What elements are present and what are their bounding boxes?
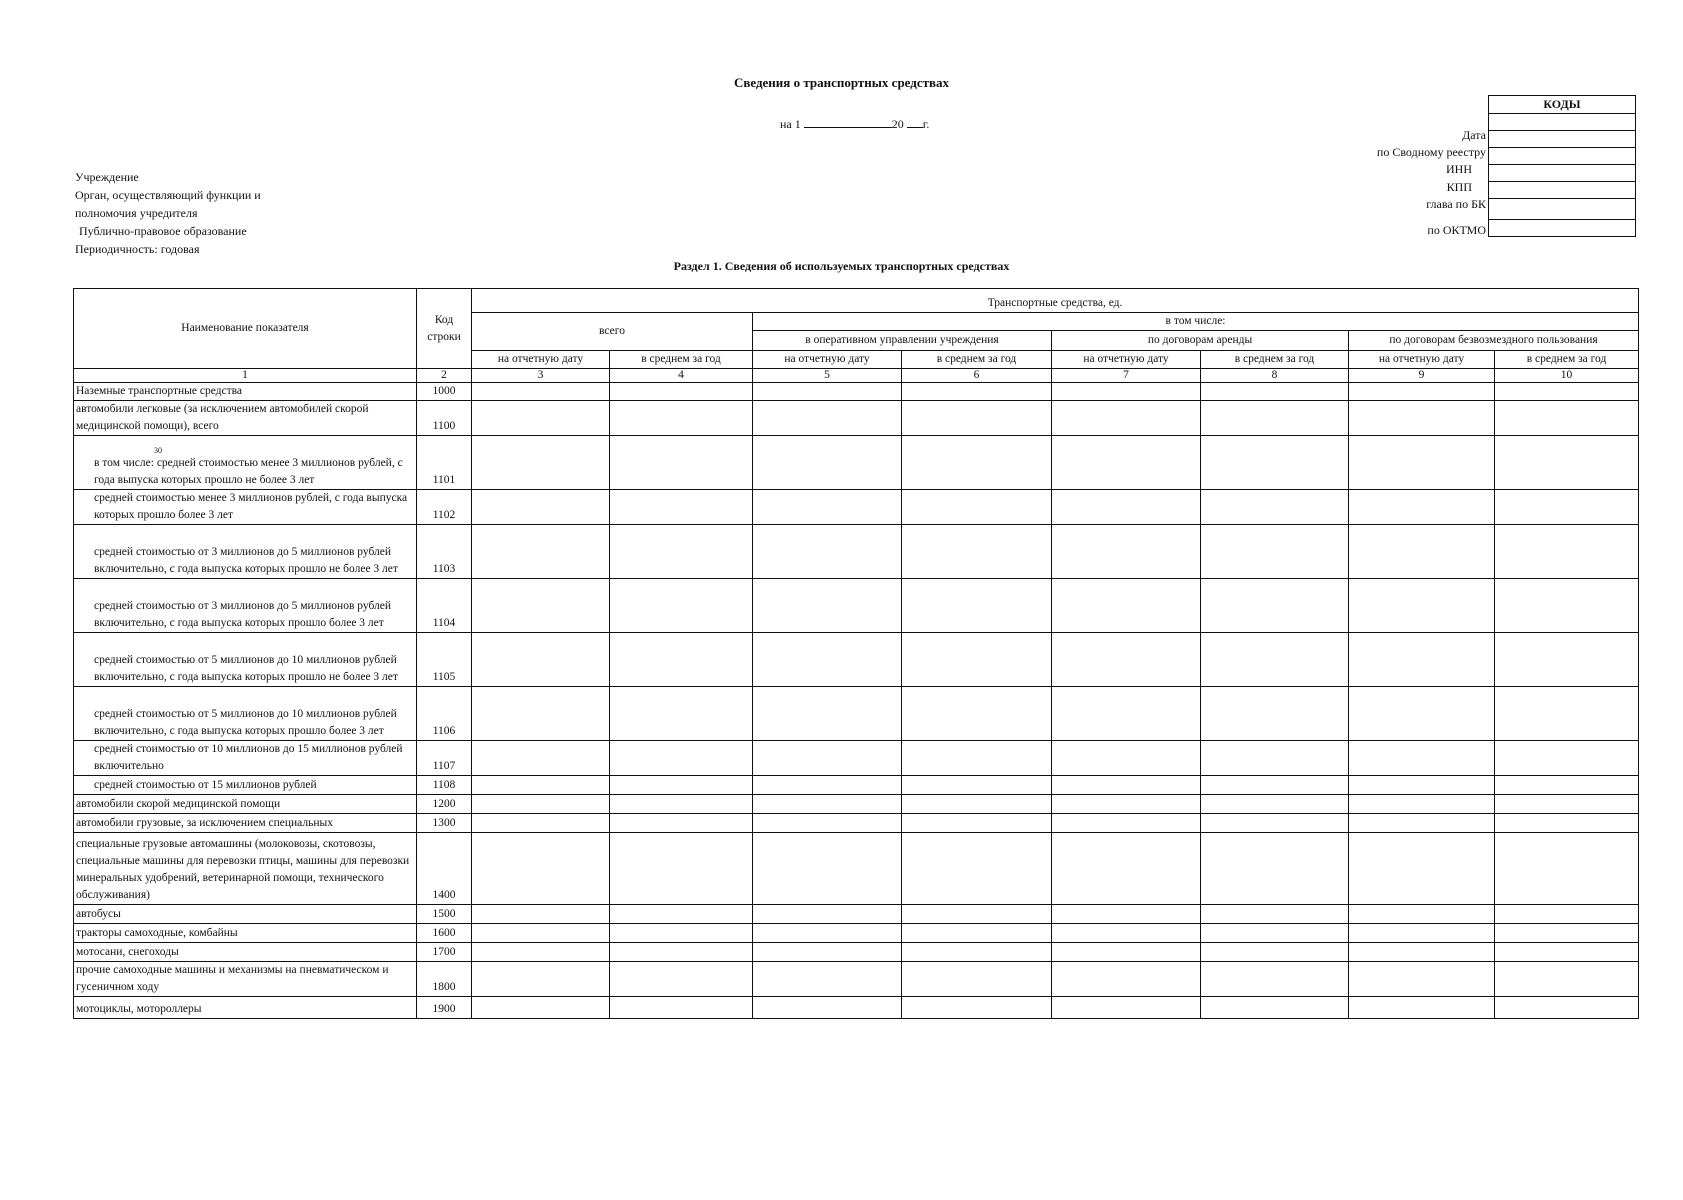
header-code: Код строки [417,289,472,369]
col-number: 8 [1201,369,1349,383]
header-avg-year: в среднем за год [902,351,1052,369]
label-kpp: КПП [1446,179,1472,194]
row-name [74,579,417,633]
value-cell[interactable] [902,525,1052,579]
value-cell[interactable] [902,943,1052,962]
value-cell[interactable] [753,833,902,905]
value-cell[interactable] [753,905,902,924]
row-name-text: Наземные транспортные средства [76,385,243,397]
code-labels [1300,127,1486,239]
date-year-blank[interactable] [907,115,923,128]
row-name-text: специальные грузовые автомашины (молоковозы, скотовозы, специальные машины для перевозки птицы, машины для перевозки минеральных удобрений, ветеринарной помощи, технического обслуживания) [76,838,410,901]
value-cell[interactable] [902,579,1052,633]
header-operational: в оперативном управлении учреждения [753,331,1052,351]
value-cell[interactable] [902,383,1052,401]
value-cell[interactable] [1349,905,1495,924]
row-name [74,997,417,1019]
col-number: 6 [902,369,1052,383]
label-bk: глава по БК [1426,196,1486,211]
value-cell[interactable] [753,436,902,490]
value-cell[interactable] [1201,962,1349,997]
value-cell[interactable] [610,490,753,525]
value-cell[interactable] [1495,795,1639,814]
value-cell[interactable] [1052,924,1201,943]
value-cell[interactable] [753,741,902,776]
code-kpp-cell[interactable] [1489,182,1636,199]
value-cell[interactable] [610,525,753,579]
value-cell[interactable] [1495,687,1639,741]
value-cell[interactable] [1349,687,1495,741]
header-avg-year: в среднем за год [1201,351,1349,369]
header-name: Наименование показателя [74,289,417,369]
row-name-text: автобусы [76,908,121,920]
value-cell[interactable] [1495,776,1639,795]
table-body [74,383,1639,1019]
table-row [74,741,1639,776]
row-code: 1106 [417,687,472,741]
value-cell[interactable] [753,687,902,741]
value-cell[interactable] [610,383,753,401]
value-cell[interactable] [1349,962,1495,997]
value-cell[interactable] [610,795,753,814]
value-cell[interactable] [1201,383,1349,401]
value-cell[interactable] [610,579,753,633]
row-name-text: автомобили грузовые, за исключением специальных [76,817,333,829]
value-cell[interactable] [1349,579,1495,633]
header-at-date: на отчетную дату [472,351,610,369]
row-code: 1700 [417,943,472,962]
table-row [74,962,1639,997]
row-name [74,490,417,525]
value-cell[interactable] [610,814,753,833]
value-cell[interactable] [610,776,753,795]
col-number: 4 [610,369,753,383]
row-name-text: в том числе: средней стоимостью менее 3 миллионов рублей, с года выпуска которых прошло не более 3 лет [94,457,403,486]
value-cell[interactable] [1201,776,1349,795]
value-cell[interactable] [1052,401,1201,436]
value-cell[interactable] [1201,795,1349,814]
header-at-date: на отчетную дату [1052,351,1201,369]
value-cell[interactable] [753,490,902,525]
value-cell[interactable] [1052,962,1201,997]
value-cell[interactable] [1495,401,1639,436]
value-cell[interactable] [1201,997,1349,1019]
row-code: 1103 [417,525,472,579]
value-cell[interactable] [902,741,1052,776]
value-cell[interactable] [1052,490,1201,525]
row-name-text: автомобили скорой медицинской помощи [76,798,281,810]
value-cell[interactable] [902,997,1052,1019]
value-cell[interactable] [472,905,610,924]
value-cell[interactable] [1349,795,1495,814]
value-cell[interactable] [472,579,610,633]
value-cell[interactable] [1495,997,1639,1019]
value-cell[interactable] [610,943,753,962]
row-name [74,795,417,814]
value-cell[interactable] [472,814,610,833]
row-code: 1104 [417,579,472,633]
value-cell[interactable] [1201,401,1349,436]
value-cell[interactable] [472,962,610,997]
value-cell[interactable] [902,776,1052,795]
value-cell[interactable] [753,383,902,401]
header-lease: по договорам аренды [1052,331,1349,351]
row-code: 1500 [417,905,472,924]
value-cell[interactable] [753,924,902,943]
value-cell[interactable] [1201,943,1349,962]
value-cell[interactable] [472,943,610,962]
value-cell[interactable] [1201,525,1349,579]
value-cell[interactable] [1495,490,1639,525]
value-cell[interactable] [902,924,1052,943]
value-cell[interactable] [1495,905,1639,924]
row-name-text: автомобили легковые (за исключением автомобилей скорой медицинской помощи), всего [76,403,369,432]
value-cell[interactable] [902,401,1052,436]
code-registry-cell[interactable] [1489,148,1636,165]
row-name [74,833,417,905]
date-year-prefix: 20 [891,117,904,131]
row-name-text: средней стоимостью от 3 миллионов до 5 миллионов рублей включительно, с года выпуска которых прошло не более 3 лет [94,546,398,575]
value-cell[interactable] [610,436,753,490]
row-name [74,525,417,579]
value-cell[interactable] [1495,525,1639,579]
table-row [74,401,1639,436]
row-code: 1800 [417,962,472,997]
value-cell[interactable] [1495,924,1639,943]
date-prefix: на 1 [780,117,801,131]
value-cell[interactable] [753,633,902,687]
row-code: 1101 [417,436,472,490]
value-cell[interactable] [1052,905,1201,924]
row-code: 1107 [417,741,472,776]
value-cell[interactable] [1495,943,1639,962]
value-cell[interactable] [753,525,902,579]
value-cell[interactable] [472,687,610,741]
value-cell[interactable] [1052,633,1201,687]
institution-label: Учреждение [75,170,139,184]
table-row [74,943,1639,962]
code-inn-cell[interactable] [1489,165,1636,182]
codes-header: КОДЫ [1489,96,1636,114]
label-oktmo: по ОКТМО [1427,223,1486,238]
table-row [74,436,1639,490]
row-code: 1105 [417,633,472,687]
row-code: 1100 [417,401,472,436]
value-cell[interactable] [610,833,753,905]
row-code: 1600 [417,924,472,943]
value-cell[interactable] [1349,814,1495,833]
row-name [74,905,417,924]
column-numbers-row [74,369,1639,383]
value-cell[interactable] [753,579,902,633]
value-cell[interactable] [1201,436,1349,490]
code-date-cell[interactable] [1489,131,1636,148]
row-name-text: средней стоимостью от 3 миллионов до 5 миллионов рублей включительно, с года выпуска которых прошло более 3 лет [94,600,392,629]
value-cell[interactable] [753,814,902,833]
value-cell[interactable] [1201,633,1349,687]
header-at-date: на отчетную дату [1349,351,1495,369]
organ-label-line1: Орган, осуществляющий функции и [75,188,261,202]
table-row [74,795,1639,814]
value-cell[interactable] [1052,814,1201,833]
row-name [74,436,417,490]
row-name-text: прочие самоходные машины и механизмы на пневматическом и гусеничном ходу [76,964,389,993]
value-cell[interactable] [472,383,610,401]
row-name [74,776,417,795]
row-name [74,943,417,962]
value-cell[interactable] [1052,776,1201,795]
row-name-text: средней стоимостью от 15 миллионов рублей [94,779,317,791]
value-cell[interactable] [1349,401,1495,436]
col-number: 2 [417,369,472,383]
code-oktmo-cell[interactable] [1489,220,1636,237]
label-registry: по Сводному реестру [1376,145,1486,160]
row-code: 1200 [417,795,472,814]
row-name-text: тракторы самоходные, комбайны [76,927,238,939]
value-cell[interactable] [1495,814,1639,833]
label-date: Дата [1462,128,1486,142]
value-cell[interactable] [1349,776,1495,795]
value-cell[interactable] [1349,997,1495,1019]
row-name [74,962,417,997]
value-cell[interactable] [753,795,902,814]
value-cell[interactable] [472,436,610,490]
code-bk-cell[interactable] [1489,199,1636,220]
value-cell[interactable] [1201,490,1349,525]
value-cell[interactable] [1495,633,1639,687]
value-cell[interactable] [1349,436,1495,490]
periodicity-label: Периодичность: годовая [75,242,200,256]
value-cell[interactable] [902,436,1052,490]
value-cell[interactable] [1052,833,1201,905]
table-row [74,924,1639,943]
row-name [74,401,417,436]
value-cell[interactable] [472,997,610,1019]
value-cell[interactable] [610,687,753,741]
row-code: 1300 [417,814,472,833]
public-entity-label: Публично-правовое образование [79,224,247,238]
col-number: 5 [753,369,902,383]
value-cell[interactable] [902,962,1052,997]
form-title: Сведения о транспортных средствах [733,75,950,90]
row-code: 1000 [417,383,472,401]
row-name-text: средней стоимостью менее 3 миллионов рублей, с года выпуска которых прошло более 3 лет [94,492,408,521]
row-code: 1400 [417,833,472,905]
value-cell[interactable] [1349,383,1495,401]
table-row [74,833,1639,905]
value-cell[interactable] [1201,833,1349,905]
form-header-info [75,168,261,258]
codes-spacer-cell [1489,114,1636,131]
value-cell[interactable] [1495,579,1639,633]
date-suffix: г. [922,117,930,131]
table-row [74,383,1639,401]
date-day-month-blank[interactable] [804,115,892,128]
table-row [74,633,1639,687]
header-avg-year: в среднем за год [610,351,753,369]
value-cell[interactable] [472,401,610,436]
value-cell[interactable] [610,401,753,436]
value-cell[interactable] [610,997,753,1019]
row-code: 1102 [417,490,472,525]
value-cell[interactable] [610,905,753,924]
row-name-text: мотосани, снегоходы [76,946,179,958]
value-cell[interactable] [902,833,1052,905]
header-including: в том числе: [753,313,1639,331]
value-cell[interactable] [1052,579,1201,633]
value-cell[interactable] [472,833,610,905]
header-avg-year: в среднем за год [1495,351,1639,369]
row-name [74,924,417,943]
row-name-text: средней стоимостью от 10 миллионов до 15 миллионов рублей включительно [94,743,403,772]
value-cell[interactable] [1349,833,1495,905]
value-cell[interactable] [472,633,610,687]
label-inn: ИНН [1446,162,1472,177]
value-cell[interactable] [472,776,610,795]
col-number: 3 [472,369,610,383]
value-cell[interactable] [1495,383,1639,401]
row-code: 1108 [417,776,472,795]
vehicles-table [73,288,1639,1019]
value-cell[interactable] [753,401,902,436]
value-cell[interactable] [1495,436,1639,490]
value-cell[interactable] [902,795,1052,814]
table-row [74,905,1639,924]
value-cell[interactable] [1052,687,1201,741]
section-title: Раздел 1. Сведения об используемых транспортных средствах [673,259,1010,273]
table-row [74,776,1639,795]
table-row [74,490,1639,525]
value-cell[interactable] [1052,525,1201,579]
value-cell[interactable] [1201,924,1349,943]
value-cell[interactable] [902,633,1052,687]
value-cell[interactable] [472,795,610,814]
table-row [74,997,1639,1019]
value-cell[interactable] [610,741,753,776]
value-cell[interactable] [753,997,902,1019]
value-cell[interactable] [472,490,610,525]
row-name-text: средней стоимостью от 5 миллионов до 10 миллионов рублей включительно, с года выпуска которых прошло не более 3 лет [94,654,398,683]
row-name [74,814,417,833]
value-cell[interactable] [1349,924,1495,943]
value-cell[interactable] [1495,962,1639,997]
value-cell[interactable] [610,962,753,997]
value-cell[interactable] [1349,633,1495,687]
value-cell[interactable] [1052,943,1201,962]
header-vehicles: Транспортные средства, ед. [472,289,1639,313]
value-cell[interactable] [1201,814,1349,833]
value-cell[interactable] [610,633,753,687]
table-row [74,814,1639,833]
table-row [74,525,1639,579]
value-cell[interactable] [472,525,610,579]
value-cell[interactable] [753,776,902,795]
row-name [74,633,417,687]
col-number: 10 [1495,369,1639,383]
value-cell[interactable] [1349,525,1495,579]
value-cell[interactable] [1052,795,1201,814]
value-cell[interactable] [1201,905,1349,924]
col-number: 7 [1052,369,1201,383]
value-cell[interactable] [753,962,902,997]
value-cell[interactable] [1201,687,1349,741]
value-cell[interactable] [902,905,1052,924]
row-name-text: мотоциклы, мотороллеры [76,1003,202,1015]
value-cell[interactable] [1052,741,1201,776]
codes-table [1488,95,1636,237]
value-cell[interactable] [1201,579,1349,633]
table-row [74,687,1639,741]
value-cell[interactable] [1349,943,1495,962]
row-name [74,383,417,401]
row-name [74,687,417,741]
value-cell[interactable] [1201,741,1349,776]
organ-label-line2: полномочия учредителя [75,206,198,220]
table-row [74,579,1639,633]
col-number: 9 [1349,369,1495,383]
row-name-text: средней стоимостью от 5 миллионов до 10 миллионов рублей включительно, с года выпуска которых прошло более 3 лет [94,708,397,737]
value-cell[interactable] [1052,383,1201,401]
value-cell[interactable] [1052,436,1201,490]
footnote-marker: 30 [154,446,162,455]
value-cell[interactable] [902,814,1052,833]
header-at-date: на отчетную дату [753,351,902,369]
value-cell[interactable] [902,490,1052,525]
col-number: 1 [74,369,417,383]
value-cell[interactable] [1349,490,1495,525]
header-total: всего [472,313,753,351]
value-cell[interactable] [610,924,753,943]
value-cell[interactable] [472,741,610,776]
value-cell[interactable] [1495,741,1639,776]
value-cell[interactable] [753,943,902,962]
value-cell[interactable] [902,687,1052,741]
value-cell[interactable] [472,924,610,943]
value-cell[interactable] [1349,741,1495,776]
report-date-line [780,115,929,132]
row-name [74,741,417,776]
value-cell[interactable] [1495,833,1639,905]
row-code: 1900 [417,997,472,1019]
value-cell[interactable] [1052,997,1201,1019]
header-free-use: по договорам безвозмездного пользования [1349,331,1639,351]
